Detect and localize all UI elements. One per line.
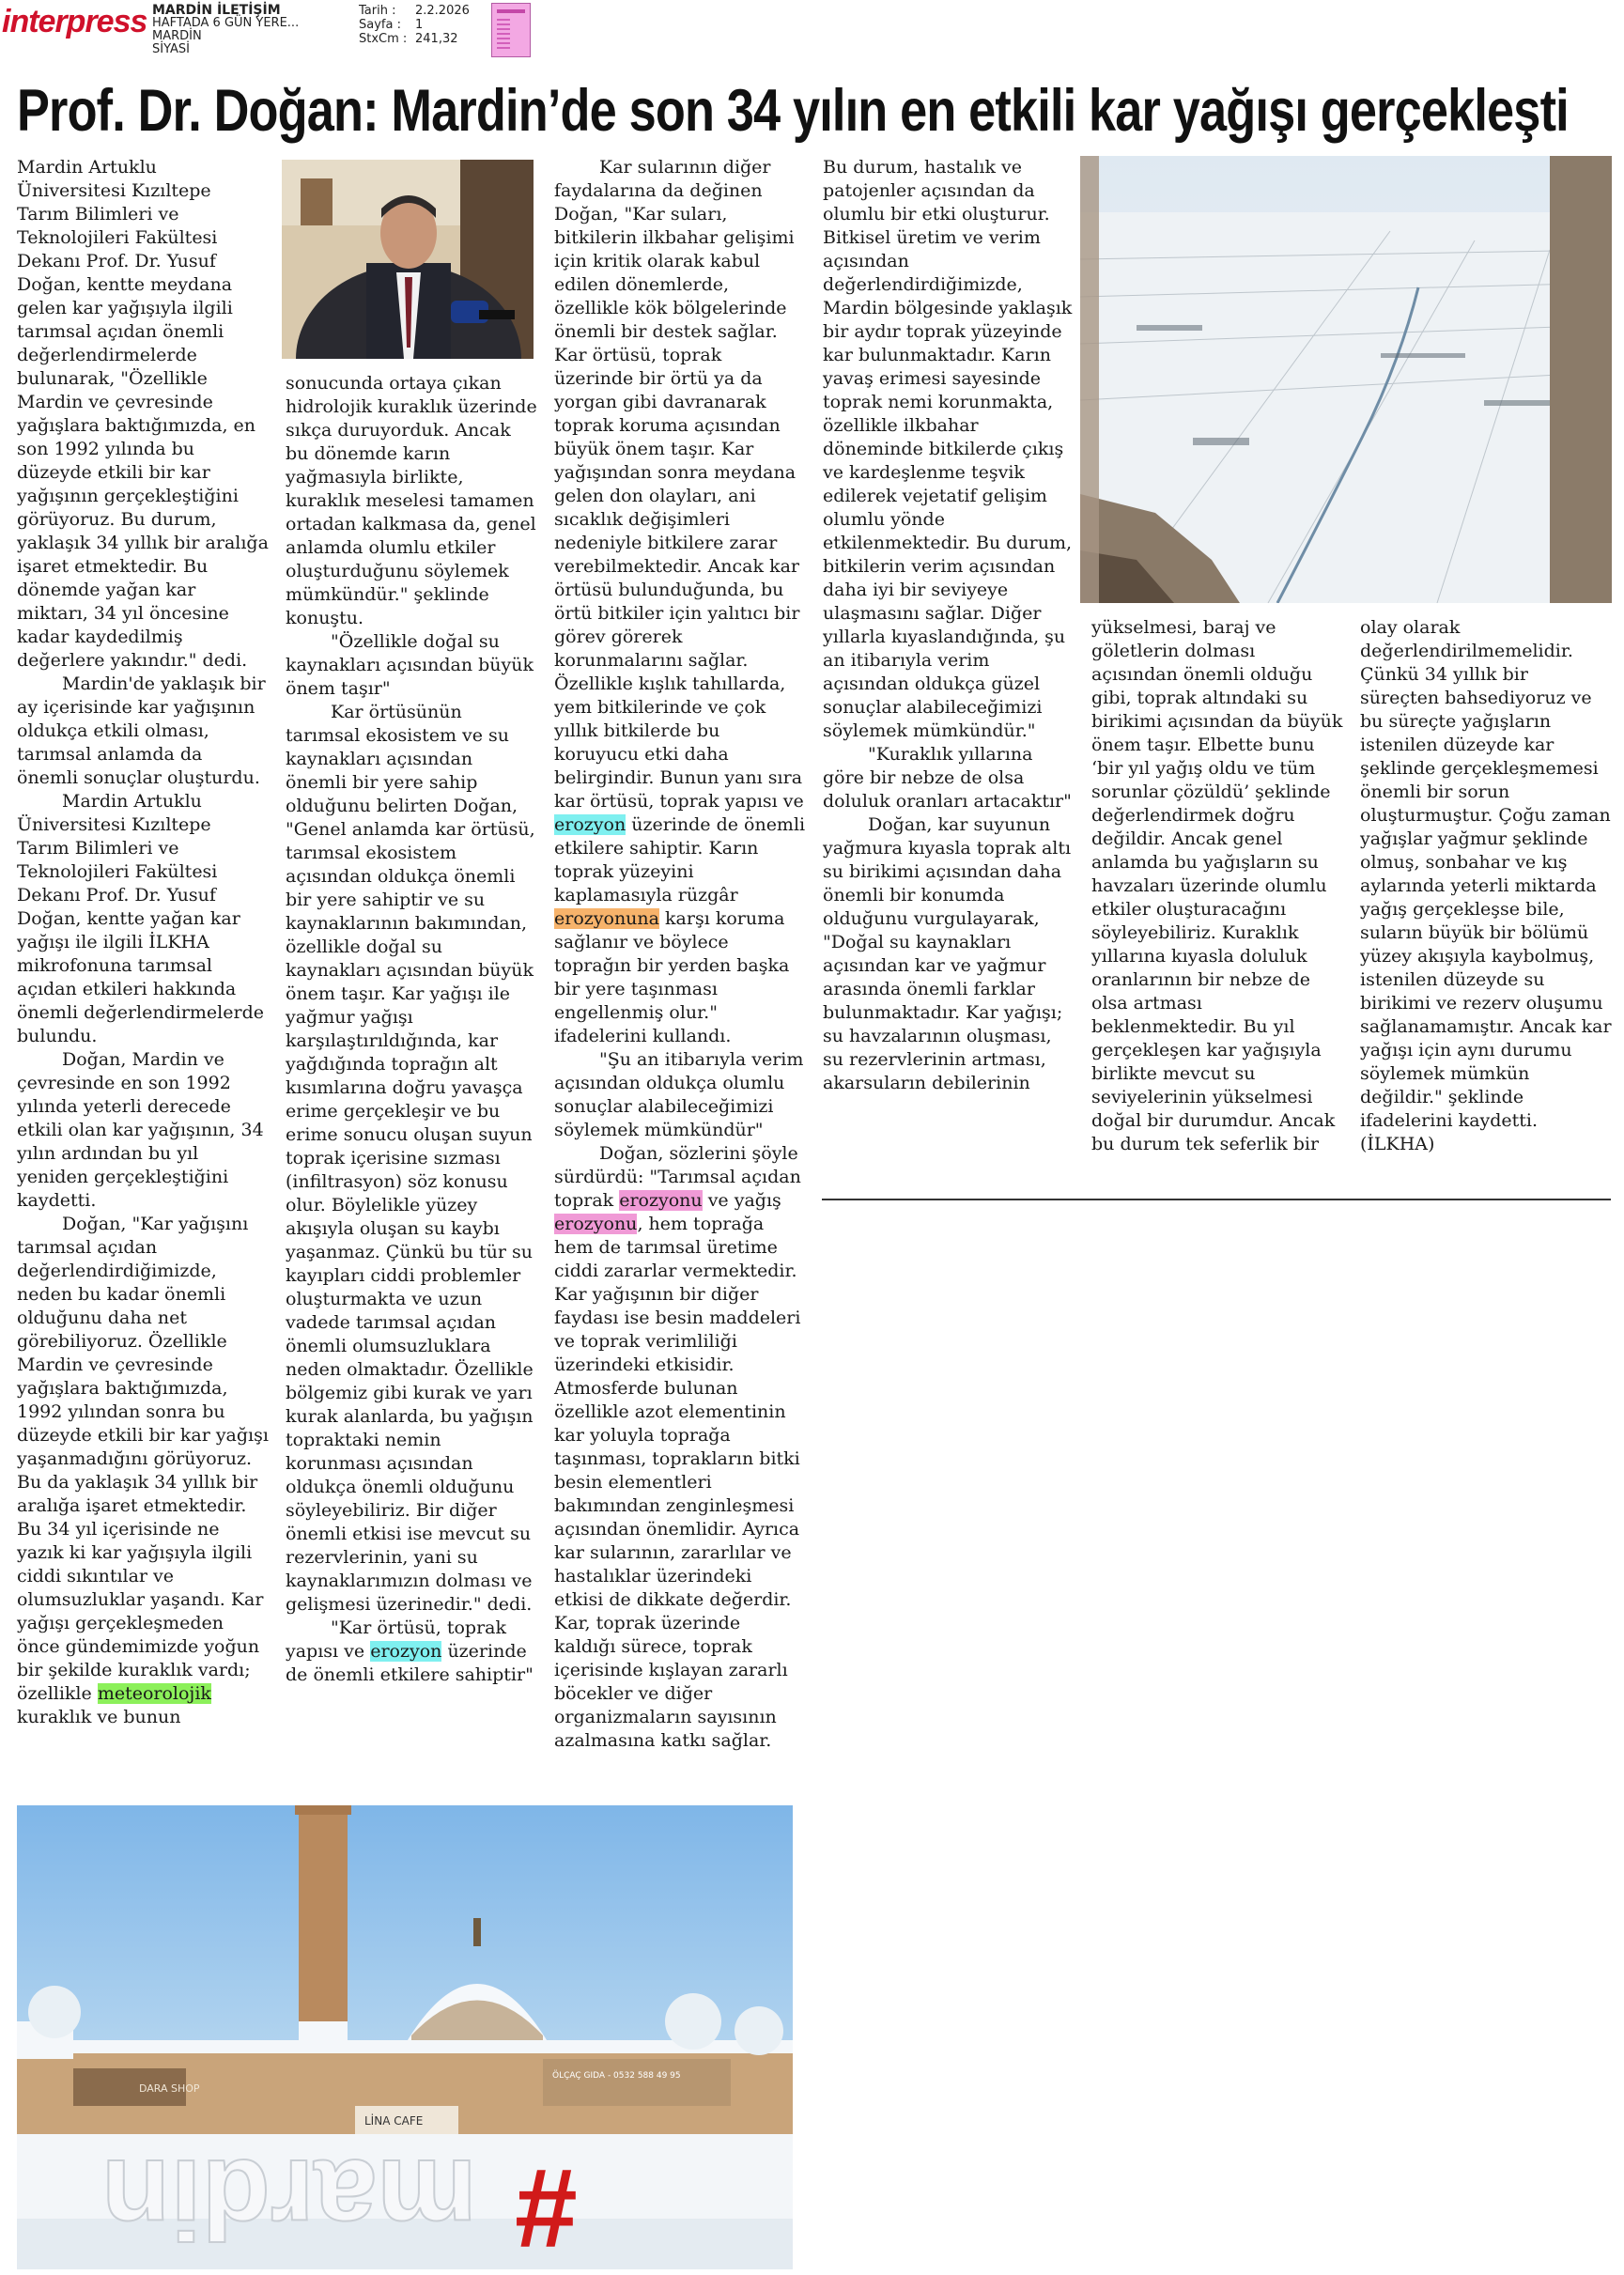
page-thumbnail[interactable] — [491, 3, 531, 57]
clip-meta — [359, 4, 490, 46]
mosque-image — [17, 1805, 793, 2269]
highlighted-keyword[interactable]: erozyon — [554, 814, 626, 835]
paragraph — [554, 1142, 806, 1753]
publication-frequency: HAFTADA 6 GÜN YERE... — [152, 16, 300, 30]
page-value: 1 — [415, 18, 424, 32]
publication-name: MARDİN İLETİŞİM — [152, 3, 281, 18]
subheading: "Şu an itibarıyla verim açısından oldukça olumlu sonuçlar alabileceğimizi söylemek mümkündür" — [554, 1049, 804, 1140]
article-column-6 — [1360, 616, 1612, 1156]
paragraph — [554, 156, 806, 1048]
text-run: Doğan, sözlerini şöyle sürdürdü: "Tarımsal açıdan toprak — [554, 1143, 801, 1211]
paragraph: Bu durum, hastalık ve patojenler açısından da olumlu bir etki oluşturur. Bitkisel üretim ve verim açısından değerlendirdiğimizde, Mardin bölgesinde yaklaşık bir aydır toprak yüzeyinde kar bulunmaktadır. Karın yavaş erimesi sayesinde toprak nemi korunmakta, özellikle ilkbahar döneminde bitkilerde çıkış ve kardeşlenme teşvik edilerek vejetatif gelişim olumlu yönde etkilenmektedir. Bu durum, bitkilerin verim açısından daha iyi bir seviyeye ulaşmasını sağlar. Diğer yıllarla kıyaslandığında, şu an itibarıyla verim açısından oldukça güzel sonuçlar alabileceğimizi söylemek mümkündür." — [823, 157, 1073, 741]
landscape-image — [1080, 156, 1612, 603]
paragraph: yükselmesi, baraj ve göletlerin dolması açısından önemli olduğu gibi, toprak altındaki su birikimi açısından da büyük önem taşır. Elbette bunu ‘bir yıl yağış oldu ve tüm sorunlar çözüldü’ şeklinde değerlendirmek doğru değildir. Ancak genel anlamda bu yağışların su havzaları üzerinde olumlu etkiler oluşturacağını söyleyebiliriz. Kuraklık yıllarına kıyasla doluluk oranlarının bir nebze de olsa artması beklenmektedir. Bu yıl gerçekleşen kar yağışıyla birlikte mevcut su seviyelerinin yükselmesi doğal bir durumdur. Ancak bu durum tek seferlik bir — [1091, 617, 1343, 1154]
date-label: Tarih : — [359, 4, 396, 18]
interpress-logo: interpress — [2, 4, 147, 39]
paragraph: Doğan, Mardin ve çevresinde en son 1992 yılında yeterli derecede etkili olan kar yağışının, 34 yılın ardından bu yıl yeniden gerçekleştiğini kaydetti. — [17, 1049, 264, 1211]
text-run: "Kar örtüsü, toprak yapısı ve — [286, 1617, 507, 1662]
publication-city: MARDİN — [152, 29, 202, 43]
paragraph: Mardin'de yaklaşık bir ay içerisinde kar yağışının oldukça etkili olması, tarımsal anlamda da önemli sonuçlar oluşturdu. — [17, 673, 266, 788]
shop-sign-shop: DARA SHOP — [139, 2082, 200, 2095]
text-run: ve yağış — [707, 1190, 781, 1211]
paragraph: Doğan, kar suyunun yağmura kıyasla toprak altı su birikimi açısından daha önemli bir konumda olduğunu vurgulayarak, "Doğal su kaynakları açısından kar ve yağmur arasında önemli farklar bulunmaktadır. Kar yağışı; su havzalarının oluşması, su rezervlerinin artması, akarsuların debilerinin — [823, 814, 1072, 1093]
highlighted-keyword[interactable]: erozyonu — [619, 1190, 703, 1211]
paragraph: olay olarak değerlendirilmemelidir. Çünkü 34 yıllık bir süreçten bahsediyoruz ve bu süreçte yağışların istenilen düzeyde kar şeklinde gerçekleşmemesi önemli bir sorun oluşturmuştur. Çoğu zaman yağışlar yağmur şeklinde olmuş, sonbahar ve kış aylarında yeterli miktarda yağış gerçekleşse bile, suların büyük bir bölümü yüzey akışıyla kaybolmuş, istenilen düzeyde su birikimi ve rezerv oluşumu sağlanamamıştır. Ancak kar yağışı için aynı durumu söylemek mümkün değildir." şeklinde ifadelerini kaydetti. (İLKHA) — [1360, 617, 1612, 1154]
article-column-1 — [17, 156, 269, 1729]
mardin-sign-hash: # — [515, 2145, 578, 2269]
snowy-plain-photo — [1080, 156, 1612, 603]
paragraph: Mardin Artuklu Üniversitesi Kızıltepe Tarım Bilimleri ve Teknolojileri Fakültesi Dekanı Prof. Dr. Yusuf Doğan, kentte meydana gelen kar yağışıyla ilgili tarımsal açıdan önemli değerlendirmelerde bulunarak, "Özellikle Mardin ve çevresinde yağışlara baktığımızda, en son 1992 yılında bu düzeyde etkili bir kar yağışının gerçekleştiğini görüyoruz. Bu durum, yaklaşık 34 yıllık bir aralığa işaret etmektedir. Bu dönemde yağan kar miktarı, 34 yıl öncesine kadar kaydedilmiş değerlere yakındır." dedi. — [17, 157, 269, 671]
headline: Prof. Dr. Doğan: Mardin’de son 34 yılın en etkili kar yağışı gerçekleşti — [17, 78, 1569, 144]
highlighted-keyword[interactable]: erozyonu — [554, 1214, 638, 1234]
mardin-sign-letters: mardin — [101, 2136, 477, 2262]
text-run: üzerinde de önemli etkilere sahiptir" — [286, 1641, 534, 1685]
text-run: üzerinde de önemli etkilere sahiptir. Karın toprak yüzeyini kaplamasıyla rüzgâr — [554, 814, 806, 905]
mardin-snow-photo — [17, 1805, 793, 2269]
paragraph: Kar örtüsünün tarımsal ekosistem ve su kaynakları açısından önemli bir yere sahip olduğunu belirten Doğan, "Genel anlamda kar örtüsü, tarımsal ekosistem açısından oldukça önemli bir yere sahiptir ve su kaynaklarının bakımından, özellikle doğal su kaynakları açısından büyük önem taşır. Kar yağışı ile yağmur yağışı karşılaştırıldığında, kar yağdığında toprağın alt kısımlarına doğru yavaşça erime gerçekleşir ve bu erime sonucu oluşan suyun toprak içerisine sızması (infiltrasyon) söz konusu olur. Böylelikle yüzey akışıyla oluşan su kaybı yaşanmaz. Çünkü bu tür su kayıpları ciddi problemler oluşturmakta ve uzun vadede tarımsal açıdan önemli olumsuzluklara neden olmaktadır. Özellikle bölgemiz gibi kurak ve yarı kurak alanlarda, bu yağışın topraktaki nemin korunması açısından oldukça önemli olduğunu söyleyebiliriz. Bir diğer önemli etkisi ise mevcut su rezervlerinin, yani su kaynaklarımızın dolması ve gelişmesi üzerinedir." dedi. — [286, 702, 535, 1615]
article-column-3 — [554, 156, 806, 1753]
shop-sign-cafe: LİNA CAFE — [364, 2114, 424, 2128]
paragraph — [17, 1213, 269, 1729]
text-run: kuraklık ve bunun — [17, 1707, 181, 1727]
text-run: , hem toprağa hem de tarımsal üretime ciddi zararlar vermektedir. Kar yağışının bir diğer faydası ise besin maddeleri ve toprak verimliliği üzerindeki etkisidir. Atmosferde bulunan özellikle azot elementinin kar yoluyla toprağa taşınması, toprakların bitki besin elementleri bakımından zenginleşmesi açısından önemlidir. Ayrıca kar sularının, zararlılar ve hastalıklar üzerindeki etkisi de dikkate değerdir. Kar, toprak üzerinde kaldığı sürece, toprak içerisinde kışlayan zararlı böcekler ve diğer organizmaların sayısının azalmasına katkı sağlar. — [554, 1214, 801, 1751]
text-run: karşı koruma sağlanır ve böylece toprağın bir yerden başka bir yere taşınması engellenmiş olur." ifadelerini kullandı. — [554, 908, 790, 1046]
text-run: Kar sularının diğer faydalarına da değinen Doğan, "Kar suları, bitkilerin ilkbahar gelişimi için kritik olarak kabul edilen dönemlerde, özellikle kök bölgelerinde önemli bir destek sağlar. Kar örtüsü, toprak üzerinde bir örtü ya da yorgan gibi davranarak toprak koruma açısından büyük önem taşır. Kar yağışından sonra meydana gelen don olayları, ani sıcaklık değişimleri nedeniyle bitkilere zarar verebilmektedir. Ancak kar örtüsü bulunduğunda, bu örtü bitkiler için yalıtıcı bir görev görerek korunmalarını sağlar. Özellikle kışlık tahıllarda, yem bitkilerinde ve çok yıllık bitkilerde bu koruyucu etki daha belirgindir. Bunun yanı sıra kar örtüsü, toprak yapısı ve — [554, 157, 804, 812]
highlighted-keyword[interactable]: meteorolojik — [97, 1683, 211, 1704]
paragraph: sonucunda ortaya çıkan hidrolojik kuraklık üzerinde sıkça duruyorduk. Ancak bu dönemde karın yağmasıyla birlikte, kuraklık meselesi tamamen ortadan kalkmasa da, genel anlamda olumlu etkiler oluşturduğunu söylemek mümkündür." şeklinde konuştu. — [286, 373, 537, 628]
subheading: "Özellikle doğal su kaynakları açısından büyük önem taşır" — [286, 631, 534, 699]
publication-info — [152, 4, 340, 56]
area-value: 241,32 — [415, 32, 458, 46]
article-end-rule — [822, 1199, 1611, 1200]
text-run: Doğan, "Kar yağışını tarımsal açıdan değerlendirdiğimizde, neden bu kadar önemli olduğunu daha net görebiliyoruz. Özellikle Mardin ve çevresinde yağışlara baktığımızda, 1992 yılından sonra bu düzeyde etkili bir kar yağışı yaşanmadığını görüyoruz. Bu da yaklaşık 34 yıllık bir aralığa işaret etmektedir. Bu 34 yıl içerisinde ne yazık ki kar yağışıyla ilgili ciddi sıkıntılar ve olumsuzluklar yaşandı. Kar yağışı gerçekleşmeden önce gündemimizde yoğun bir şekilde kuraklık vardı; özellikle — [17, 1214, 269, 1704]
date-value: 2.2.2026 — [415, 4, 470, 18]
article-column-2 — [286, 372, 537, 1687]
article-column-5 — [1091, 616, 1343, 1156]
portrait-photo — [282, 160, 534, 359]
paragraph: Mardin Artuklu Üniversitesi Kızıltepe Tarım Bilimleri ve Teknolojileri Fakültesi Dekanı Prof. Dr. Yusuf Doğan, kentte yağan kar yağışı ile ilgili İLKHA mikrofonuna tarımsal açıdan etkileri hakkında önemli değerlendirmelerde bulundu. — [17, 791, 264, 1046]
subheading — [286, 1617, 537, 1687]
subheading: "Kuraklık yıllarına göre bir nebze de olsa doluluk oranları artacaktır" — [823, 744, 1072, 812]
portrait-image — [282, 160, 534, 359]
article-column-4 — [823, 156, 1075, 1095]
publication-section: SİYASİ — [152, 42, 190, 56]
shop-sign-grocery: ÖLÇAÇ GIDA - 0532 588 49 95 — [552, 2071, 681, 2081]
area-label: StxCm : — [359, 32, 408, 46]
highlighted-keyword[interactable]: erozyon — [370, 1641, 442, 1662]
highlighted-keyword[interactable]: erozyonuna — [554, 908, 659, 929]
page-label: Sayfa : — [359, 18, 401, 32]
